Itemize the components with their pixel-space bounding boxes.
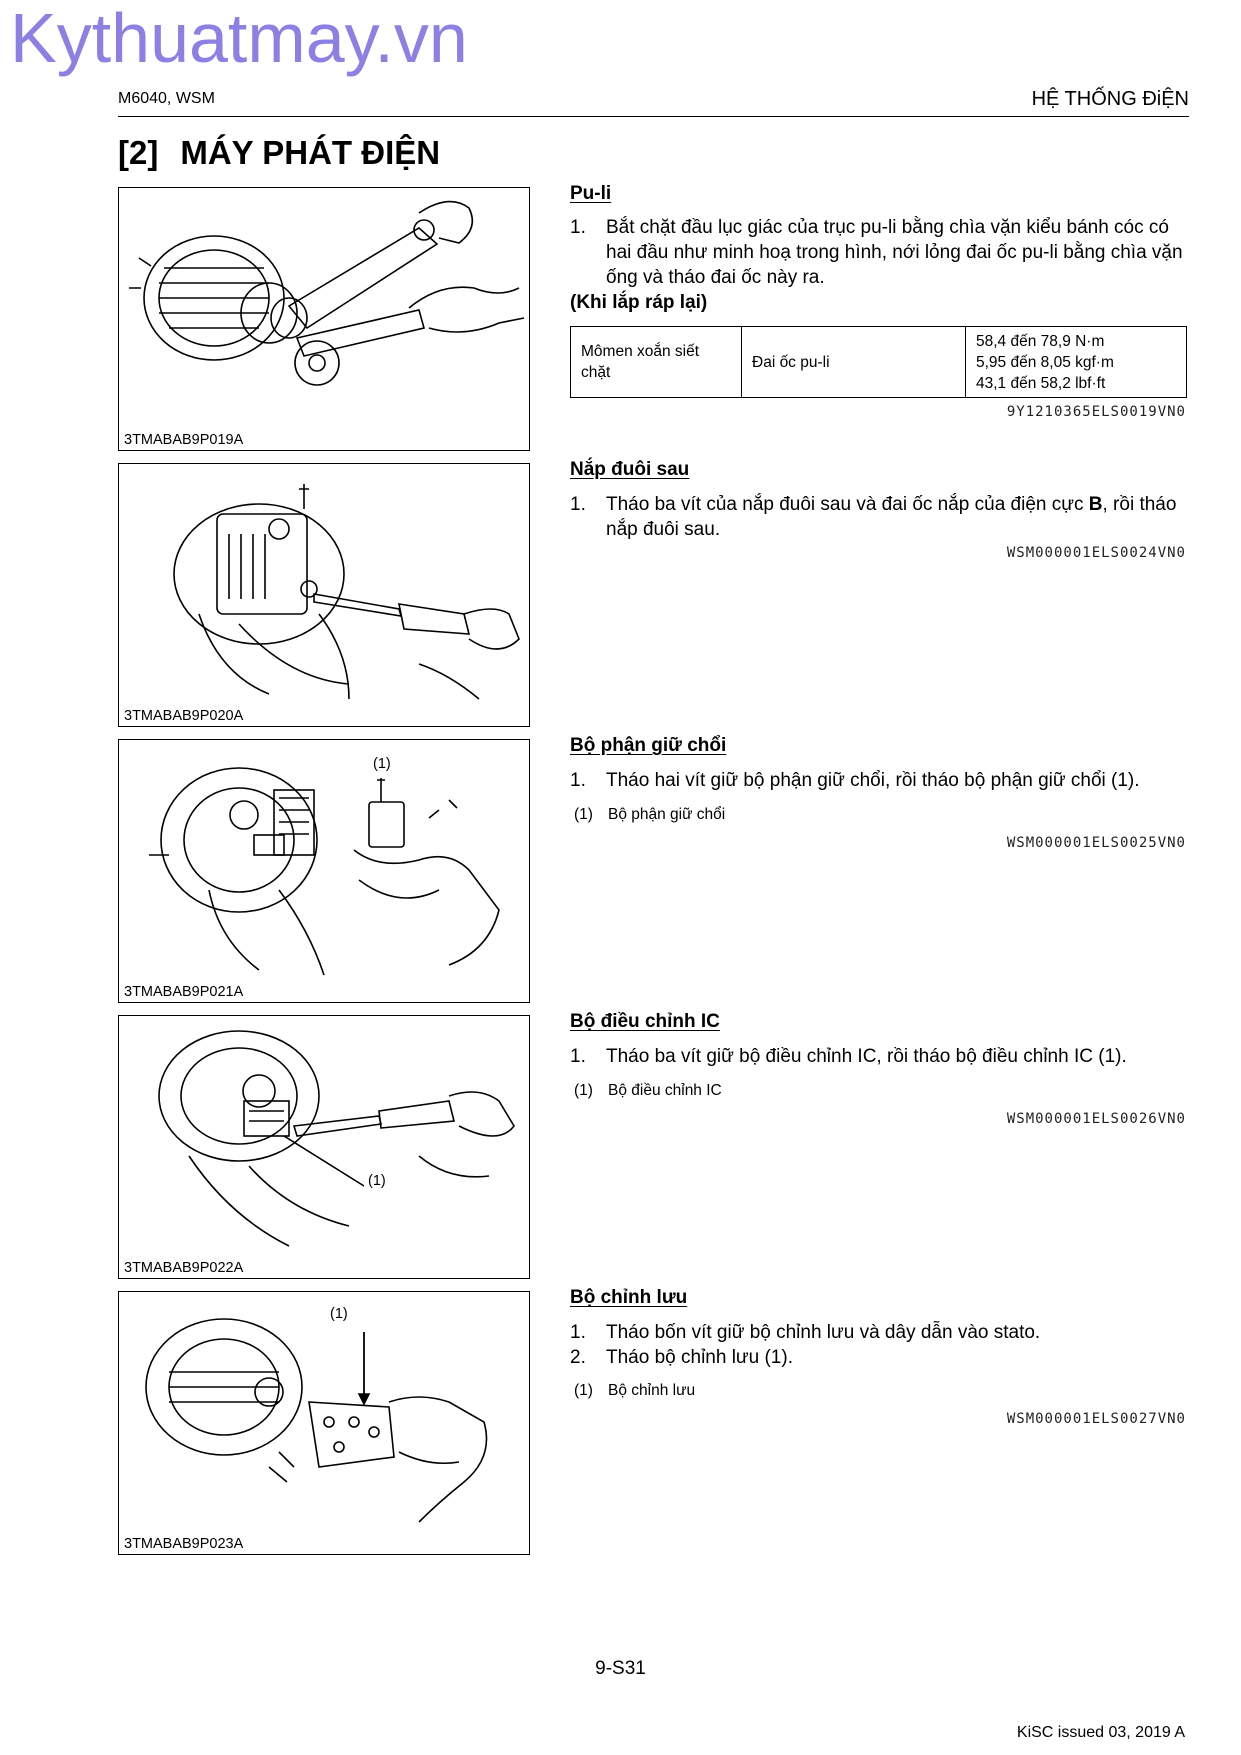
brush-holder-illustration bbox=[119, 740, 529, 980]
figure-callout: (1) bbox=[368, 1173, 386, 1189]
torque-value: 5,95 đến 8,05 kgf·m bbox=[976, 353, 1114, 371]
step-item bbox=[570, 492, 1190, 542]
figure-callout: (1) bbox=[330, 1306, 348, 1322]
figure-caption: 3TMABAB9P022A bbox=[124, 1260, 244, 1276]
subsection-title-rear-cover: Nắp đuôi sau bbox=[570, 459, 690, 480]
torque-values-cell bbox=[966, 327, 1186, 397]
torque-value: 43,1 đến 58,2 lbf·ft bbox=[976, 374, 1106, 392]
watermark: Kythuatmay.vn bbox=[10, 0, 468, 77]
reference-item bbox=[574, 1082, 722, 1100]
subsection-title-brush-holder: Bộ phận giữ chổi bbox=[570, 735, 727, 756]
figure-pulley-removal bbox=[118, 187, 530, 451]
header-chapter: HỆ THỐNG ĐiỆN bbox=[1031, 88, 1189, 110]
torque-label-cell: Mômen xoắn siết chặt bbox=[571, 327, 742, 397]
rear-cover-illustration bbox=[119, 464, 529, 704]
step-text: Tháo ba vít giữ bộ điều chỉnh IC, rồi tháo bộ điều chỉnh IC (1). bbox=[606, 1046, 1127, 1067]
header-doc-id: M6040, WSM bbox=[118, 90, 215, 107]
step-item bbox=[570, 1044, 1190, 1069]
torque-item-cell: Đai ốc pu-li bbox=[742, 327, 966, 397]
document-code: WSM000001ELS0026VN0 bbox=[1006, 1111, 1186, 1127]
document-code: WSM000001ELS0024VN0 bbox=[1006, 545, 1186, 561]
step-text-part: , rồi tháo nắp đuôi sau. bbox=[606, 494, 1177, 540]
reference-number: (1) bbox=[574, 806, 593, 823]
subsection-title-rectifier: Bộ chỉnh lưu bbox=[570, 1287, 688, 1308]
step-number: 1. bbox=[570, 494, 586, 515]
figure-rectifier bbox=[118, 1291, 530, 1555]
reference-text: Bộ chỉnh lưu bbox=[608, 1382, 696, 1399]
step-number: 1. bbox=[570, 1046, 586, 1067]
step-text: Tháo bộ chỉnh lưu (1). bbox=[606, 1347, 793, 1368]
step-item bbox=[570, 1320, 1190, 1345]
subsection-title-ic-regulator: Bộ điều chỉnh IC bbox=[570, 1011, 720, 1032]
terminal-label: B bbox=[1088, 494, 1103, 515]
reference-text: Bộ điều chỉnh IC bbox=[608, 1082, 722, 1099]
step-item bbox=[570, 1345, 1190, 1370]
step-number: 1. bbox=[570, 1322, 586, 1343]
step-number: 1. bbox=[570, 217, 586, 238]
subsection-title-puli: Pu-li bbox=[570, 183, 612, 204]
reference-item bbox=[574, 806, 725, 824]
reference-number: (1) bbox=[574, 1382, 593, 1399]
step-text: Tháo bốn vít giữ bộ chỉnh lưu và dây dẫn vào stato. bbox=[606, 1322, 1041, 1343]
torque-value: 58,4 đến 78,9 N·m bbox=[976, 332, 1105, 350]
ic-regulator-illustration bbox=[119, 1016, 529, 1256]
figure-caption: 3TMABAB9P023A bbox=[124, 1536, 244, 1552]
figure-rear-cover bbox=[118, 463, 530, 727]
step-text: Tháo hai vít giữ bộ phận giữ chổi, rồi tháo bộ phận giữ chổi (1). bbox=[606, 770, 1140, 791]
step-text-part: Tháo ba vít của nắp đuôi sau và đai ốc nắp của điện cực bbox=[606, 494, 1089, 515]
figure-ic-regulator bbox=[118, 1015, 530, 1279]
section-title-text: MÁY PHÁT ĐIỆN bbox=[180, 134, 441, 171]
header-rule bbox=[118, 116, 1189, 117]
step-number: 1. bbox=[570, 770, 586, 791]
step-number: 2. bbox=[570, 1347, 586, 1368]
reference-text: Bộ phận giữ chổi bbox=[608, 806, 726, 823]
document-code: WSM000001ELS0027VN0 bbox=[1006, 1411, 1186, 1427]
document-code: 9Y1210365ELS0019VN0 bbox=[1006, 404, 1186, 420]
step-text: Bắt chặt đầu lục giác của trục pu-li bằng chìa vặn kiểu bánh cóc có hai đầu như minh hoạ trong hình, nới lỏng đai ốc pu-li bằng chìa vặn ống và tháo đai ốc này ra. bbox=[606, 217, 1183, 288]
rectifier-illustration bbox=[119, 1292, 529, 1532]
step-item bbox=[570, 768, 1190, 793]
page-number: 9-S31 bbox=[595, 1658, 646, 1679]
step-item bbox=[570, 215, 1190, 290]
reference-number: (1) bbox=[574, 1082, 593, 1099]
figure-callout: (1) bbox=[373, 756, 391, 772]
step-text bbox=[606, 492, 1190, 542]
document-code: WSM000001ELS0025VN0 bbox=[1006, 835, 1186, 851]
torque-table bbox=[570, 326, 1187, 398]
footer-issue: KiSC issued 03, 2019 A bbox=[1016, 1724, 1185, 1741]
figure-brush-holder bbox=[118, 739, 530, 1003]
figure-caption: 3TMABAB9P019A bbox=[124, 432, 244, 448]
alternator-wrench-illustration bbox=[119, 188, 529, 428]
section-title bbox=[118, 134, 440, 172]
figure-caption: 3TMABAB9P020A bbox=[124, 708, 244, 724]
figure-caption: 3TMABAB9P021A bbox=[124, 984, 244, 1000]
reference-item bbox=[574, 1382, 695, 1400]
reassembly-note: (Khi lắp ráp lại) bbox=[570, 292, 708, 313]
section-number: [2] bbox=[118, 134, 159, 171]
